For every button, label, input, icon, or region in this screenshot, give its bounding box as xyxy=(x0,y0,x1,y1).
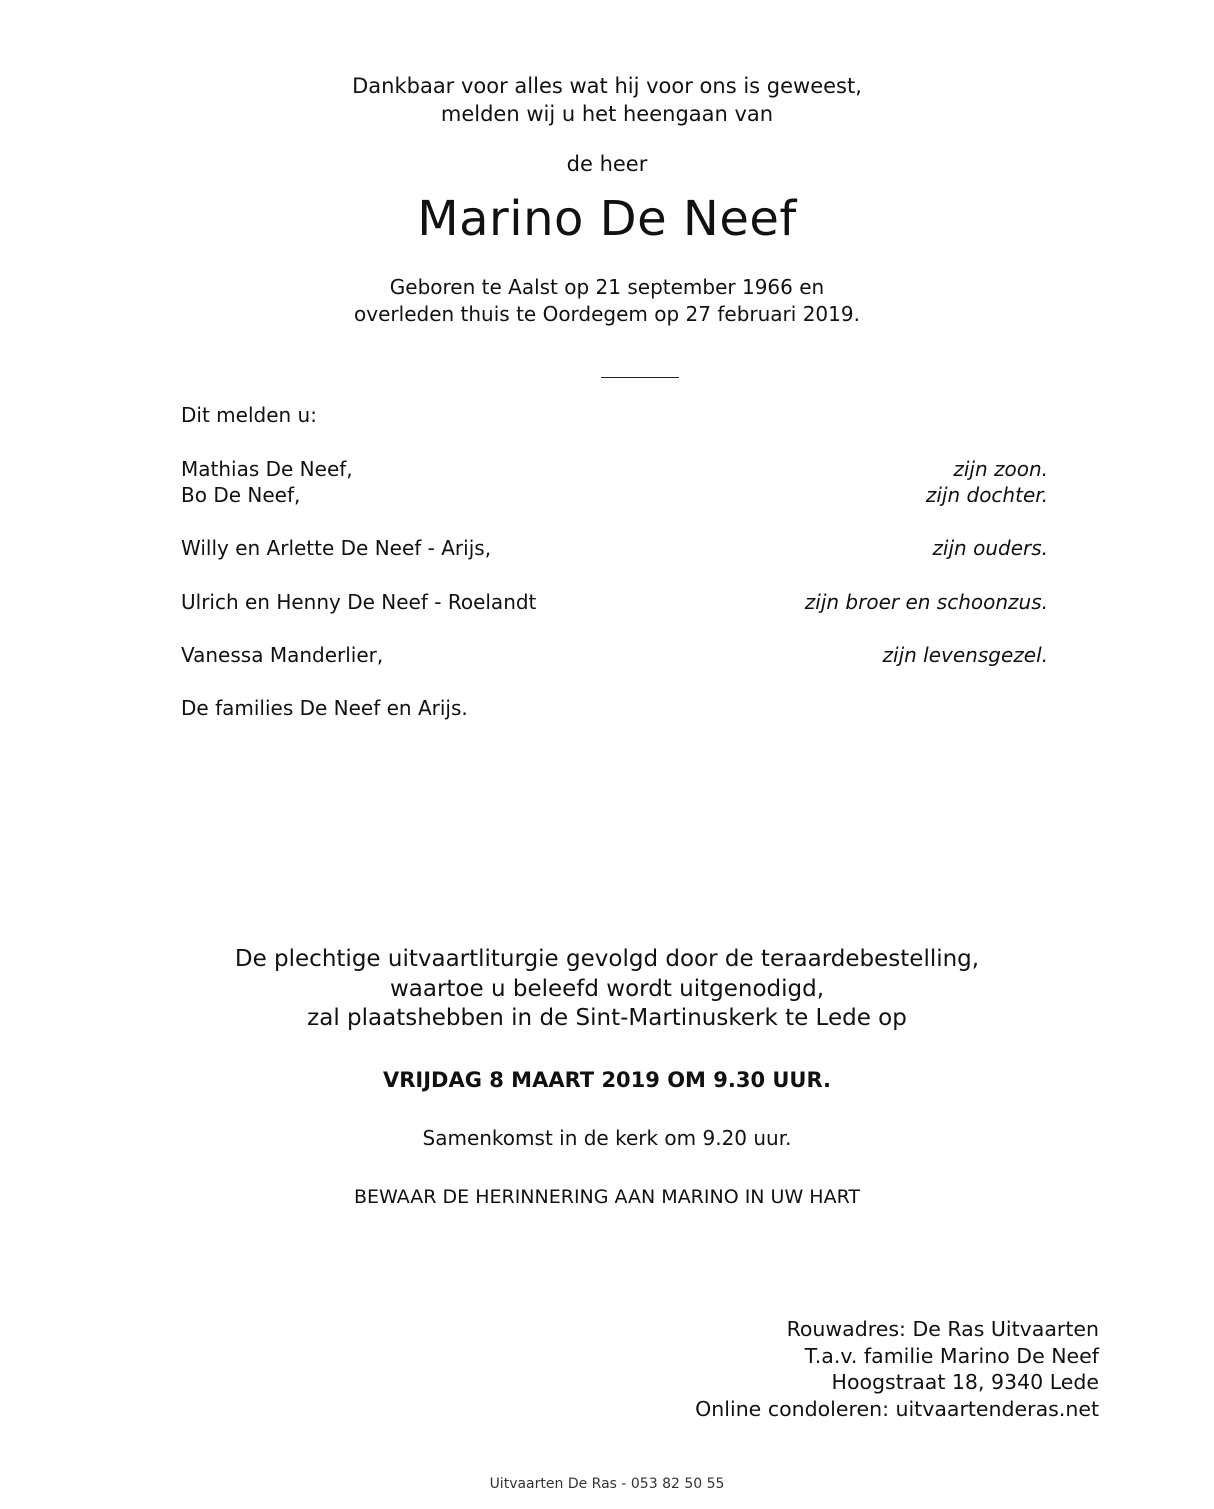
announcer-relation: zijn zoon. xyxy=(953,457,1048,481)
ceremony-date: VRIJDAG 8 MAART 2019 OM 9.30 UUR. xyxy=(382,1068,832,1092)
announcer-name: De families De Neef en Arijs. xyxy=(181,696,468,720)
announcer-name: Vanessa Manderlier, xyxy=(181,643,384,667)
announcer-relation: zijn dochter. xyxy=(925,483,1048,507)
life-dates xyxy=(0,274,1214,328)
ceremony-text xyxy=(0,945,1214,1034)
deceased-name: Marino De Neef xyxy=(417,191,797,247)
ceremony-line-3: zal plaatshebben in de Sint-Martinuskerk te Lede op xyxy=(307,1005,907,1031)
announcer-name: Willy en Arlette De Neef - Arijs, xyxy=(181,536,492,560)
divider-line xyxy=(601,377,679,378)
remembrance-text: BEWAAR DE HERINNERING AAN MARINO IN UW HART xyxy=(353,1186,860,1208)
announcers-heading: Dit melden u: xyxy=(181,403,317,427)
intro-line-2: melden wij u het heengaan van xyxy=(440,102,774,126)
intro-text xyxy=(0,72,1214,128)
death-line: overleden thuis te Oordegem op 27 februari 2019. xyxy=(354,302,860,326)
address-line-1: Rouwadres: De Ras Uitvaarten xyxy=(786,1317,1099,1341)
ceremony-line-1: De plechtige uitvaartliturgie gevolgd door de teraardebestelling, xyxy=(234,946,980,972)
announcer-name: Mathias De Neef, xyxy=(181,457,353,481)
announcer-relation: zijn ouders. xyxy=(932,536,1048,560)
footer-contact: Uitvaarten De Ras - 053 82 50 55 xyxy=(489,1476,725,1492)
announcer-name: Ulrich en Henny De Neef - Roelandt xyxy=(181,590,537,614)
address-line-3: Hoogstraat 18, 9340 Lede xyxy=(831,1370,1099,1394)
address-line-4: Online condoleren: uitvaartenderas.net xyxy=(695,1396,1099,1421)
title-prefix: de heer xyxy=(566,152,648,176)
announcer-relation: zijn levensgezel. xyxy=(882,643,1048,667)
announcer-relation: zijn broer en schoonzus. xyxy=(804,590,1048,614)
birth-line: Geboren te Aalst op 21 september 1966 en xyxy=(389,275,825,299)
ceremony-line-2: waartoe u beleefd wordt uitgenodigd, xyxy=(389,975,825,1002)
intro-line-1: Dankbaar voor alles wat hij voor ons is geweest, xyxy=(352,74,862,98)
mourning-address xyxy=(695,1316,1099,1422)
address-line-2: T.a.v. familie Marino De Neef xyxy=(804,1343,1099,1368)
announcer-name: Bo De Neef, xyxy=(181,483,301,507)
gathering-text: Samenkomst in de kerk om 9.20 uur. xyxy=(422,1126,792,1150)
